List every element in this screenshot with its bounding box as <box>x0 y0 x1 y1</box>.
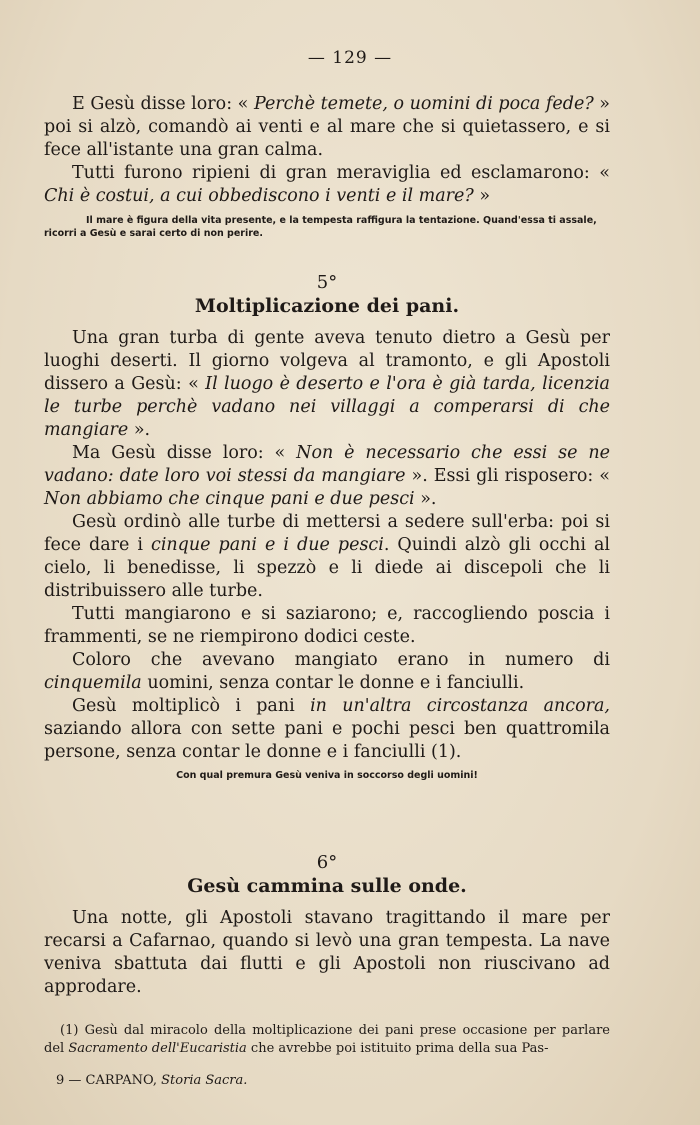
text-run: uomini, senza contar le donne e i fanciulli. <box>147 673 525 693</box>
italic-quote: Non abbiamo che cinque pani e due pesci <box>44 489 415 509</box>
paragraph <box>44 327 610 442</box>
text-run: Una gran turba di gente aveva tenuto dietro a Gesù per luoghi deserti. Il giorno volgeva al tramonto, e gli Apostoli dissero a Gesù: « <box>44 328 610 394</box>
text-run: saziando allora con sette pani e pochi pesci ben quattromila persone, senza contar le donne e i fanciulli (1). <box>44 719 610 762</box>
paragraph <box>44 511 610 603</box>
paragraph: Tutti mangiarono e si saziarono; e, raccogliendo poscia i frammenti, se ne riempirono dodici ceste. <box>44 604 610 647</box>
paragraph: Una notte, gli Apostoli stavano tragittando il mare per recarsi a Cafarnao, quando si levò una gran tempesta. La nave veniva sbattuta dai flutti e gli Apostoli non riuscivano ad approdare. <box>44 908 610 997</box>
text-run: . Quindi alzò gli occhi al cielo, li benedisse, li spezzò e li diede ai discepoli che li distribuissero alle turbe. <box>44 535 610 601</box>
text-run: ». <box>133 420 151 440</box>
section-title: Moltiplicazione dei pani. <box>194 295 460 317</box>
text-run: Ma Gesù disse loro: « <box>72 443 286 463</box>
text-run: Gesù ordinò alle turbe di mettersi a sedere sull'erba: poi si fece dare i <box>44 512 610 555</box>
section-number: 6° <box>316 852 338 873</box>
section-number: 5° <box>316 272 338 293</box>
footnote-block <box>44 1022 610 1058</box>
italic-quote: Perchè temete, o uomini di poca fede? <box>253 94 594 114</box>
page-number: — 129 — <box>307 48 393 68</box>
section-5 <box>44 272 610 781</box>
text-run: ». Essi gli risposero: « <box>411 466 610 486</box>
text-run: che avrebbe poi istituito prima della sua Pas- <box>250 1041 549 1056</box>
paragraph <box>44 93 610 162</box>
italic-quote: Chi è costui, a cui obbediscono i venti e il mare? <box>44 186 474 206</box>
text-run: » <box>479 186 491 206</box>
italic-quote: Non è necessario che essi se ne vadano: date loro voi stessi da mangiare <box>44 443 610 486</box>
italic-phrase: cinquemila <box>44 673 142 693</box>
text-run: Coloro che avevano mangiato erano in numero di <box>72 650 610 670</box>
text-run: (1) Gesù dal miracolo della moltiplicazione dei pani prese occasione per parlare del <box>44 1023 610 1056</box>
text-run: » poi si alzò, comandò ai venti e al mare che si quietassero, e si fece all'istante una gran calma. <box>44 94 611 160</box>
paragraph <box>44 649 610 695</box>
text-run: Gesù moltiplicò i pani <box>72 696 295 716</box>
printer-signature <box>56 1073 247 1088</box>
text-run: ». <box>420 489 437 509</box>
footnote <box>44 1022 610 1058</box>
italic-phrase: Sacramento dell'Eucaristia <box>68 1041 247 1056</box>
paragraph <box>44 695 610 764</box>
paragraph <box>44 442 610 511</box>
italic-quote: Il luogo è deserto e l'ora è già tarda, licenzia le turbe perchè vadano nei villaggi a comperarsi di che mangiare <box>44 374 610 440</box>
text-run: E Gesù disse loro: « <box>72 94 249 114</box>
italic-phrase: cinque pani e i due pesci <box>151 535 384 555</box>
italic-phrase: Storia Sacra. <box>161 1073 248 1088</box>
small-note: Il mare è figura della vita presente, e la tempesta raffigura la tentazione. Quand'essa ti assale, ricorri a Gesù e sarai certo di non perire. <box>44 215 597 239</box>
text-run: Tutti furono ripieni di gran meraviglia ed esclamarono: « <box>72 163 610 183</box>
section-6 <box>44 852 610 999</box>
text-run: 9 — CARPANO, <box>56 1073 158 1088</box>
top-block <box>44 93 610 240</box>
section-title: Gesù cammina sulle onde. <box>187 875 467 897</box>
moral-note: Con qual premura Gesù veniva in soccorso degli uomini! <box>176 770 478 781</box>
italic-phrase: in un'altra circostanza ancora, <box>310 696 610 716</box>
paragraph <box>44 162 610 208</box>
